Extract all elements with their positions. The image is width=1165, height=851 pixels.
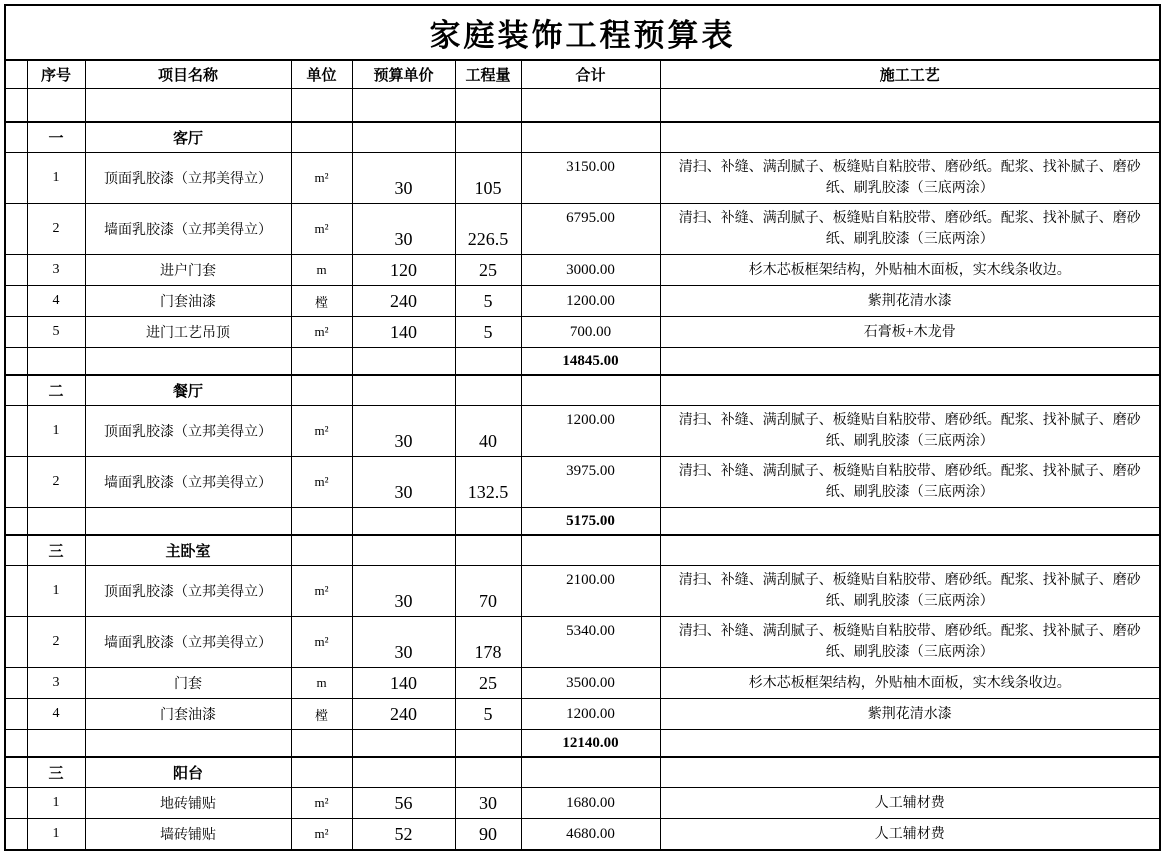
cell-unit-price: 30 (352, 617, 455, 668)
cell-process: 清扫、补缝、满刮腻子、板缝贴自粘胶带、磨砂纸。配浆、找补腻子、磨砂纸、刷乳胶漆（三底两涂） (660, 153, 1160, 204)
cell-total: 1200.00 (521, 406, 660, 457)
cell-quantity: 30 (455, 788, 521, 819)
cell-unit-price: 240 (352, 699, 455, 730)
cell-item-name: 地砖铺贴 (85, 788, 291, 819)
cell-seq: 1 (27, 566, 85, 617)
cell-seq: 4 (27, 699, 85, 730)
cell-seq: 1 (27, 788, 85, 819)
cell-item-name: 顶面乳胶漆（立邦美得立） (85, 153, 291, 204)
cell-unit: m² (291, 566, 352, 617)
cell-item-name: 顶面乳胶漆（立邦美得立） (85, 566, 291, 617)
item-row (5, 406, 1160, 457)
cell-process (660, 375, 1160, 406)
cell-quantity (455, 348, 521, 376)
cell-item-name (85, 348, 291, 376)
cell-unit-price (352, 89, 455, 123)
item-row (5, 788, 1160, 819)
cell-unit (291, 348, 352, 376)
spacer-cell (5, 535, 27, 566)
cell-quantity: 25 (455, 668, 521, 699)
cell-seq (27, 730, 85, 758)
cell-unit-price: 30 (352, 153, 455, 204)
cell-unit: m² (291, 617, 352, 668)
subtotal-row (5, 348, 1160, 376)
cell-total (521, 535, 660, 566)
item-row (5, 819, 1160, 851)
cell-unit: m² (291, 204, 352, 255)
cell-seq (27, 508, 85, 536)
cell-unit: m² (291, 788, 352, 819)
spacer-cell (5, 348, 27, 376)
item-row (5, 255, 1160, 286)
spacer-cell (5, 668, 27, 699)
cell-seq: 5 (27, 317, 85, 348)
cell-total: 14845.00 (521, 348, 660, 376)
subtotal-row (5, 730, 1160, 758)
cell-seq: 3 (27, 668, 85, 699)
item-row (5, 668, 1160, 699)
cell-unit-price (352, 375, 455, 406)
cell-unit-price: 140 (352, 668, 455, 699)
cell-process: 清扫、补缝、满刮腻子、板缝贴自粘胶带、磨砂纸。配浆、找补腻子、磨砂纸、刷乳胶漆（三底两涂） (660, 204, 1160, 255)
header-row (5, 60, 1160, 89)
spacer-cell (5, 819, 27, 851)
cell-seq: 1 (27, 406, 85, 457)
spacer-cell (5, 699, 27, 730)
cell-process: 清扫、补缝、满刮腻子、板缝贴自粘胶带、磨砂纸。配浆、找补腻子、磨砂纸、刷乳胶漆（三底两涂） (660, 566, 1160, 617)
cell-item-name: 餐厅 (85, 375, 291, 406)
cell-item-name (85, 89, 291, 123)
cell-item-name: 墙面乳胶漆（立邦美得立） (85, 457, 291, 508)
cell-unit-price (352, 122, 455, 153)
cell-item-name (85, 508, 291, 536)
cell-quantity: 90 (455, 819, 521, 851)
cell-total: 1200.00 (521, 286, 660, 317)
cell-total: 3500.00 (521, 668, 660, 699)
spacer-cell (5, 204, 27, 255)
cell-quantity (455, 122, 521, 153)
section-row (5, 535, 1160, 566)
cell-unit-price (352, 757, 455, 788)
cell-process (660, 89, 1160, 123)
cell-quantity (455, 89, 521, 123)
cell-unit-price: 56 (352, 788, 455, 819)
item-row (5, 286, 1160, 317)
cell-unit (291, 89, 352, 123)
cell-item-name: 门套 (85, 668, 291, 699)
spacer-cell (5, 317, 27, 348)
spacer-cell (5, 255, 27, 286)
cell-total (521, 375, 660, 406)
cell-seq: 三 (27, 757, 85, 788)
cell-seq: 三 (27, 535, 85, 566)
cell-total: 4680.00 (521, 819, 660, 851)
cell-item-name: 主卧室 (85, 535, 291, 566)
spacer-cell (5, 730, 27, 758)
cell-quantity: 5 (455, 699, 521, 730)
cell-unit (291, 757, 352, 788)
cell-unit: m (291, 668, 352, 699)
spacer-cell (5, 153, 27, 204)
cell-process (660, 348, 1160, 376)
cell-unit: m (291, 255, 352, 286)
cell-quantity: 25 (455, 255, 521, 286)
cell-seq: 3 (27, 255, 85, 286)
cell-total: 3150.00 (521, 153, 660, 204)
page-title: 家庭装饰工程预算表 (5, 5, 1160, 60)
cell-unit-price: 120 (352, 255, 455, 286)
cell-unit (291, 730, 352, 758)
col-header-quantity: 工程量 (455, 60, 521, 89)
cell-process: 清扫、补缝、满刮腻子、板缝贴自粘胶带、磨砂纸。配浆、找补腻子、磨砂纸、刷乳胶漆（三底两涂） (660, 457, 1160, 508)
cell-seq: 一 (27, 122, 85, 153)
cell-item-name: 墙面乳胶漆（立邦美得立） (85, 204, 291, 255)
cell-unit-price: 240 (352, 286, 455, 317)
cell-unit-price (352, 535, 455, 566)
cell-total: 1200.00 (521, 699, 660, 730)
item-row (5, 204, 1160, 255)
cell-unit: 樘 (291, 699, 352, 730)
cell-process (660, 730, 1160, 758)
cell-process (660, 535, 1160, 566)
cell-process: 杉木芯板框架结构，外贴柚木面板，实木线条收边。 (660, 668, 1160, 699)
cell-quantity (455, 757, 521, 788)
cell-item-name: 墙砖铺贴 (85, 819, 291, 851)
spacer-cell (5, 457, 27, 508)
cell-item-name: 门套油漆 (85, 699, 291, 730)
cell-item-name: 进门工艺吊顶 (85, 317, 291, 348)
cell-quantity: 132.5 (455, 457, 521, 508)
cell-total: 12140.00 (521, 730, 660, 758)
cell-total (521, 122, 660, 153)
cell-process: 紫荆花清水漆 (660, 286, 1160, 317)
cell-quantity: 178 (455, 617, 521, 668)
cell-seq: 2 (27, 457, 85, 508)
cell-process: 杉木芯板框架结构，外贴柚木面板，实木线条收边。 (660, 255, 1160, 286)
cell-seq: 二 (27, 375, 85, 406)
cell-quantity (455, 508, 521, 536)
cell-quantity (455, 535, 521, 566)
spacer-cell (5, 757, 27, 788)
cell-unit-price (352, 348, 455, 376)
cell-seq (27, 89, 85, 123)
cell-process: 石膏板+木龙骨 (660, 317, 1160, 348)
cell-quantity: 226.5 (455, 204, 521, 255)
cell-quantity: 5 (455, 317, 521, 348)
col-header-unit-price: 预算单价 (352, 60, 455, 89)
cell-total (521, 89, 660, 123)
cell-unit (291, 375, 352, 406)
cell-unit-price: 140 (352, 317, 455, 348)
empty-row (5, 89, 1160, 123)
cell-process (660, 122, 1160, 153)
cell-unit-price: 30 (352, 406, 455, 457)
spacer-cell (5, 375, 27, 406)
col-header-item-name: 项目名称 (85, 60, 291, 89)
item-row (5, 699, 1160, 730)
cell-quantity (455, 375, 521, 406)
cell-quantity: 70 (455, 566, 521, 617)
cell-process: 清扫、补缝、满刮腻子、板缝贴自粘胶带、磨砂纸。配浆、找补腻子、磨砂纸、刷乳胶漆（三底两涂） (660, 406, 1160, 457)
cell-unit: m² (291, 317, 352, 348)
spacer-cell (5, 508, 27, 536)
spacer-cell (5, 60, 27, 89)
cell-unit: m² (291, 153, 352, 204)
cell-total: 6795.00 (521, 204, 660, 255)
cell-quantity: 105 (455, 153, 521, 204)
cell-process: 清扫、补缝、满刮腻子、板缝贴自粘胶带、磨砂纸。配浆、找补腻子、磨砂纸、刷乳胶漆（三底两涂） (660, 617, 1160, 668)
cell-unit-price: 30 (352, 457, 455, 508)
cell-total: 3000.00 (521, 255, 660, 286)
item-row (5, 153, 1160, 204)
cell-unit (291, 122, 352, 153)
spacer-cell (5, 122, 27, 153)
cell-unit: 樘 (291, 286, 352, 317)
col-header-process: 施工工艺 (660, 60, 1160, 89)
section-row (5, 375, 1160, 406)
col-header-unit: 单位 (291, 60, 352, 89)
cell-unit: m² (291, 406, 352, 457)
title-row (5, 5, 1160, 60)
cell-total: 1680.00 (521, 788, 660, 819)
cell-unit-price (352, 730, 455, 758)
cell-unit-price (352, 508, 455, 536)
cell-item-name (85, 730, 291, 758)
section-row (5, 122, 1160, 153)
spacer-cell (5, 617, 27, 668)
cell-total: 2100.00 (521, 566, 660, 617)
cell-unit (291, 508, 352, 536)
spacer-cell (5, 566, 27, 617)
item-row (5, 566, 1160, 617)
col-header-seq: 序号 (27, 60, 85, 89)
cell-item-name: 顶面乳胶漆（立邦美得立） (85, 406, 291, 457)
col-header-total: 合计 (521, 60, 660, 89)
cell-item-name: 阳台 (85, 757, 291, 788)
cell-quantity: 40 (455, 406, 521, 457)
cell-seq: 4 (27, 286, 85, 317)
spacer-cell (5, 406, 27, 457)
cell-total: 700.00 (521, 317, 660, 348)
cell-unit-price: 52 (352, 819, 455, 851)
cell-seq: 2 (27, 204, 85, 255)
cell-total: 3975.00 (521, 457, 660, 508)
section-row (5, 757, 1160, 788)
cell-item-name: 门套油漆 (85, 286, 291, 317)
spacer-cell (5, 89, 27, 123)
cell-item-name: 进户门套 (85, 255, 291, 286)
spacer-cell (5, 286, 27, 317)
item-row (5, 457, 1160, 508)
cell-unit (291, 535, 352, 566)
cell-seq: 2 (27, 617, 85, 668)
cell-item-name: 墙面乳胶漆（立邦美得立） (85, 617, 291, 668)
cell-quantity: 5 (455, 286, 521, 317)
item-row (5, 617, 1160, 668)
cell-unit: m² (291, 819, 352, 851)
cell-seq: 1 (27, 153, 85, 204)
cell-process (660, 508, 1160, 536)
item-row (5, 317, 1160, 348)
spacer-cell (5, 788, 27, 819)
cell-unit-price: 30 (352, 204, 455, 255)
cell-process: 紫荆花清水漆 (660, 699, 1160, 730)
cell-unit-price: 30 (352, 566, 455, 617)
cell-item-name: 客厅 (85, 122, 291, 153)
cell-unit: m² (291, 457, 352, 508)
cell-seq: 1 (27, 819, 85, 851)
cell-total: 5340.00 (521, 617, 660, 668)
cell-process: 人工辅材费 (660, 788, 1160, 819)
cell-quantity (455, 730, 521, 758)
cell-total (521, 757, 660, 788)
cell-process: 人工辅材费 (660, 819, 1160, 851)
cell-total: 5175.00 (521, 508, 660, 536)
cell-seq (27, 348, 85, 376)
cell-process (660, 757, 1160, 788)
subtotal-row (5, 508, 1160, 536)
budget-table (4, 4, 1161, 851)
